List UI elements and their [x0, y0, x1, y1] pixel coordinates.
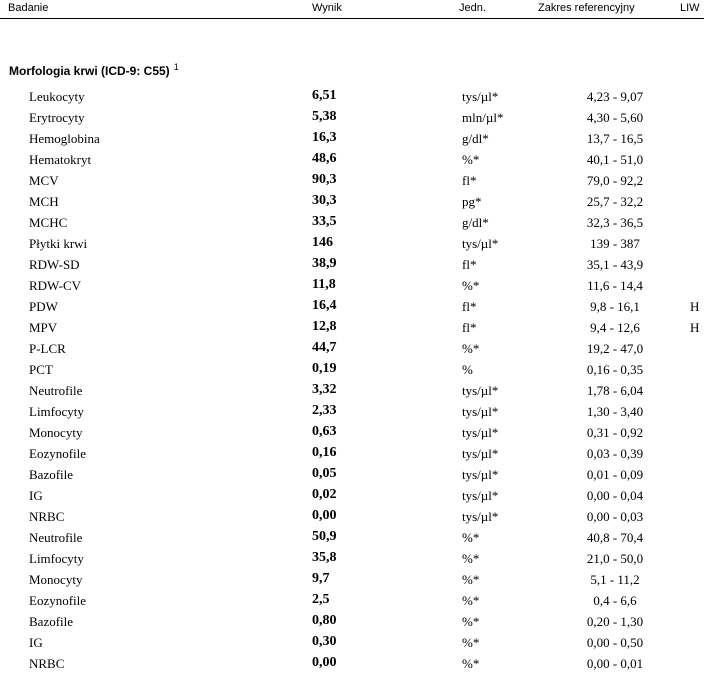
- test-range: 0,20 - 1,30: [586, 614, 644, 629]
- test-unit: fl*: [462, 320, 477, 335]
- table-row: [0, 402, 704, 423]
- test-unit: %: [462, 362, 473, 377]
- test-result: 11,8: [312, 277, 336, 292]
- test-result: 6,51: [312, 88, 337, 103]
- table-row: [0, 654, 704, 675]
- test-result: 5,38: [312, 109, 337, 124]
- test-name: Neutrofile: [29, 530, 83, 545]
- test-unit: tys/µl*: [462, 404, 499, 419]
- test-name: RDW-SD: [29, 257, 80, 272]
- test-unit: tys/µl*: [462, 89, 499, 104]
- test-range: 4,30 - 5,60: [586, 110, 644, 125]
- table-row: [0, 339, 704, 360]
- section-footnote: 1: [173, 62, 179, 72]
- test-range: 21,0 - 50,0: [586, 551, 644, 566]
- test-name: MPV: [29, 320, 58, 335]
- header-result: Wynik: [312, 2, 342, 14]
- test-unit: g/dl*: [462, 215, 489, 230]
- test-unit: tys/µl*: [462, 488, 499, 503]
- test-unit: %*: [462, 656, 480, 671]
- test-name: P-LCR: [29, 341, 66, 356]
- test-result: 16,4: [312, 298, 337, 313]
- table-row: [0, 507, 704, 528]
- table-row: [0, 570, 704, 591]
- test-name: Hematokryt: [29, 152, 92, 167]
- test-result: 0,00: [312, 655, 337, 670]
- test-name: PDW: [29, 299, 58, 314]
- test-result: 9,7: [312, 571, 330, 586]
- test-result: 48,6: [312, 151, 337, 166]
- test-result: 0,00: [312, 508, 337, 523]
- test-unit: %*: [462, 593, 480, 608]
- table-row: [0, 150, 704, 171]
- test-unit: %*: [462, 551, 480, 566]
- test-unit: fl*: [462, 173, 477, 188]
- test-result: 50,9: [312, 529, 337, 544]
- table-row: [0, 465, 704, 486]
- header-range: Zakres referencyjny: [538, 2, 635, 14]
- test-unit: %*: [462, 278, 480, 293]
- test-name: Monocyty: [29, 572, 83, 587]
- test-name: IG: [29, 635, 43, 650]
- test-unit: fl*: [462, 257, 477, 272]
- test-range: 19,2 - 47,0: [586, 341, 644, 356]
- test-unit: %*: [462, 635, 480, 650]
- test-range: 25,7 - 32,2: [586, 194, 644, 209]
- table-row: [0, 297, 704, 318]
- test-result: 2,5: [312, 592, 330, 607]
- test-unit: %*: [462, 614, 480, 629]
- test-result: 38,9: [312, 256, 337, 271]
- test-name: MCH: [29, 194, 59, 209]
- test-range: 5,1 - 11,2: [590, 572, 640, 587]
- test-result: 44,7: [312, 340, 337, 355]
- test-unit: fl*: [462, 299, 477, 314]
- test-range: 0,16 - 0,35: [586, 362, 644, 377]
- test-name: PCT: [29, 362, 53, 377]
- table-row: [0, 423, 704, 444]
- table-row: [0, 591, 704, 612]
- test-unit: %*: [462, 530, 480, 545]
- test-range: 1,78 - 6,04: [586, 383, 644, 398]
- section-title: [9, 62, 179, 78]
- test-range: 79,0 - 92,2: [586, 173, 644, 188]
- table-row: [0, 360, 704, 381]
- test-range: 40,8 - 70,4: [586, 530, 644, 545]
- test-range: 0,01 - 0,09: [586, 467, 644, 482]
- test-result: 0,63: [312, 424, 337, 439]
- section-title-text: Morfologia krwi (ICD-9: C55): [9, 64, 170, 78]
- test-range: 32,3 - 36,5: [586, 215, 644, 230]
- table-row: [0, 549, 704, 570]
- test-range: 0,00 - 0,03: [586, 509, 644, 524]
- test-unit: g/dl*: [462, 131, 489, 146]
- test-range: 0,00 - 0,50: [586, 635, 644, 650]
- test-result: 0,16: [312, 445, 337, 460]
- test-unit: %*: [462, 152, 480, 167]
- table-row: [0, 213, 704, 234]
- test-name: NRBC: [29, 656, 65, 671]
- test-range: 35,1 - 43,9: [586, 257, 644, 272]
- test-result: 33,5: [312, 214, 337, 229]
- test-name: MCHC: [29, 215, 68, 230]
- header-test: Badanie: [8, 2, 49, 14]
- test-range: 0,00 - 0,01: [586, 656, 644, 671]
- table-row: [0, 612, 704, 633]
- table-row: [0, 255, 704, 276]
- test-range: 13,7 - 16,5: [586, 131, 644, 146]
- test-result: 0,05: [312, 466, 337, 481]
- test-name: Limfocyty: [29, 551, 84, 566]
- test-result: 90,3: [312, 172, 337, 187]
- test-result: 30,3: [312, 193, 337, 208]
- test-flag: H: [690, 299, 700, 314]
- test-range: 139 - 387: [590, 236, 640, 251]
- test-name: IG: [29, 488, 43, 503]
- header-unit: Jedn.: [459, 2, 486, 14]
- test-name: Erytrocyty: [29, 110, 85, 125]
- test-unit: %*: [462, 572, 480, 587]
- test-unit: tys/µl*: [462, 383, 499, 398]
- table-row: [0, 486, 704, 507]
- test-name: Limfocyty: [29, 404, 84, 419]
- table-row: [0, 129, 704, 150]
- test-name: Bazofile: [29, 614, 74, 629]
- table-row: [0, 318, 704, 339]
- test-unit: mln/µl*: [462, 110, 504, 125]
- table-header: [0, 0, 704, 19]
- test-result: 3,32: [312, 382, 337, 397]
- test-name: Neutrofile: [29, 383, 83, 398]
- test-range: 11,6 - 14,4: [587, 278, 643, 293]
- test-unit: tys/µl*: [462, 467, 499, 482]
- test-unit: %*: [462, 341, 480, 356]
- table-row: [0, 108, 704, 129]
- test-name: Eozynofile: [29, 593, 87, 608]
- table-row: [0, 444, 704, 465]
- table-row: [0, 381, 704, 402]
- test-unit: tys/µl*: [462, 446, 499, 461]
- test-unit: tys/µl*: [462, 509, 499, 524]
- table-row: [0, 276, 704, 297]
- test-range: 0,4 - 6,6: [593, 593, 637, 608]
- test-flag: H: [690, 320, 700, 335]
- test-range: 0,31 - 0,92: [586, 425, 644, 440]
- test-result: 2,33: [312, 403, 337, 418]
- table-row: [0, 87, 704, 108]
- test-range: 1,30 - 3,40: [586, 404, 644, 419]
- test-name: Bazofile: [29, 467, 74, 482]
- test-name: Leukocyty: [29, 89, 85, 104]
- test-unit: tys/µl*: [462, 425, 499, 440]
- test-unit: pg*: [462, 194, 482, 209]
- test-unit: tys/µl*: [462, 236, 499, 251]
- test-result: 0,80: [312, 613, 337, 628]
- test-name: MCV: [29, 173, 59, 188]
- test-result: 146: [312, 235, 333, 250]
- test-result: 0,19: [312, 361, 337, 376]
- test-result: 16,3: [312, 130, 337, 145]
- test-name: Płytki krwi: [29, 236, 88, 251]
- table-row: [0, 171, 704, 192]
- header-flag: LIW: [680, 2, 700, 14]
- test-name: Monocyty: [29, 425, 83, 440]
- test-range: 0,03 - 0,39: [586, 446, 644, 461]
- test-result: 0,02: [312, 487, 337, 502]
- test-result: 35,8: [312, 550, 337, 565]
- test-range: 0,00 - 0,04: [586, 488, 644, 503]
- test-name: NRBC: [29, 509, 65, 524]
- test-range: 40,1 - 51,0: [586, 152, 644, 167]
- results-table: [0, 87, 704, 675]
- table-row: [0, 234, 704, 255]
- test-name: Hemoglobina: [29, 131, 100, 146]
- table-row: [0, 192, 704, 213]
- table-row: [0, 528, 704, 549]
- test-range: 9,8 - 16,1: [590, 299, 640, 314]
- test-range: 4,23 - 9,07: [586, 89, 644, 104]
- test-result: 0,30: [312, 634, 337, 649]
- test-range: 9,4 - 12,6: [590, 320, 640, 335]
- table-row: [0, 633, 704, 654]
- test-result: 12,8: [312, 319, 337, 334]
- test-name: RDW-CV: [29, 278, 81, 293]
- test-name: Eozynofile: [29, 446, 87, 461]
